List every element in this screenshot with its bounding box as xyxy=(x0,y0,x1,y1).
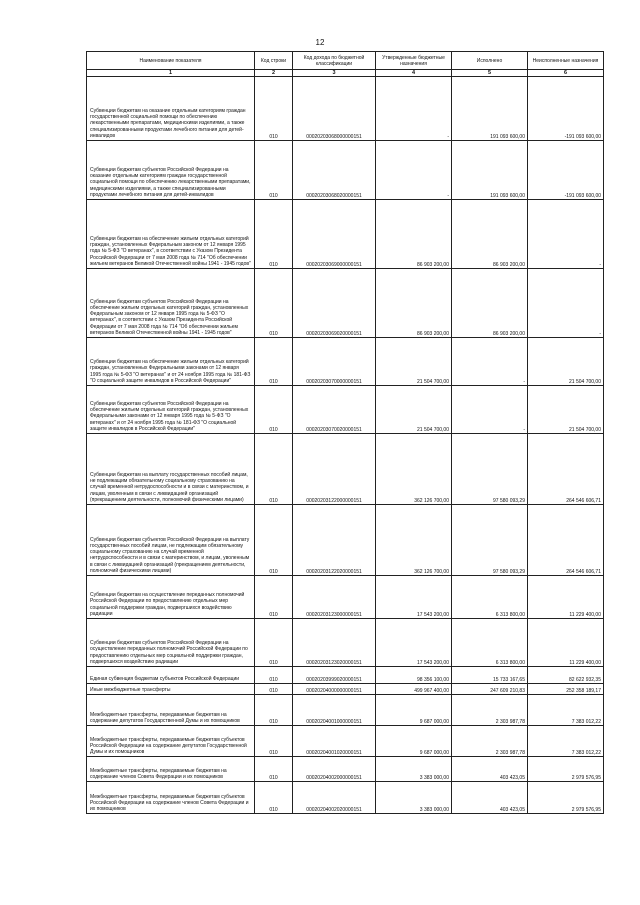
row-income-code: 00020203070020000151 xyxy=(293,386,376,434)
row-executed: 97 580 093,29 xyxy=(452,505,528,576)
table-row xyxy=(87,434,604,505)
row-executed: 86 903 200,00 xyxy=(452,200,528,269)
row-line-code: 010 xyxy=(255,684,293,695)
row-line-code: 010 xyxy=(255,576,293,619)
row-income-code: 00020203122020000151 xyxy=(293,505,376,576)
table-row xyxy=(87,757,604,782)
row-name: Субвенции бюджетам субъектов Российской Федерации на обеспечение жильем отдельных категорий граждан, установленных Федеральным законом от 12 января 1995 года № 5-ФЗ "О ветеранах", в соответствии с Указом Президента Российской Федерации от 7 мая 2008 года № 714 "Об обеспечении жильем ветеранов Великой Отечественной войны 1941 - 1945 годов" xyxy=(87,269,255,338)
row-name: Субвенции бюджетам на обеспечение жильем отдельных категорий граждан, установленных Федеральным законом от 12 января 1995 года № 5-ФЗ "О ветеранах", в соответствии с Указом Президента Российской Федерации от 7 мая 2008 года № 714 "Об обеспечении жильем ветеранов Великой Отечественной войны 1941 - 1945 годов" xyxy=(87,200,255,269)
row-approved: 9 687 000,00 xyxy=(376,726,452,757)
table-row xyxy=(87,77,604,141)
row-line-code: 010 xyxy=(255,77,293,141)
row-line-code: 010 xyxy=(255,338,293,386)
column-number: 2 xyxy=(255,70,293,77)
column-number: 5 xyxy=(452,70,528,77)
row-approved: 98 356 100,00 xyxy=(376,667,452,684)
column-number: 4 xyxy=(376,70,452,77)
table-row xyxy=(87,338,604,386)
row-unexecuted: - xyxy=(528,200,604,269)
row-line-code: 010 xyxy=(255,695,293,726)
header-income-code: Код дохода по бюджетной классификации xyxy=(293,52,376,70)
table-body xyxy=(87,77,604,814)
row-line-code: 010 xyxy=(255,726,293,757)
column-number-row xyxy=(87,70,604,77)
row-name: Межбюджетные трансферты, передаваемые бюджетам на содержание членов Совета Федерации и их помощников xyxy=(87,757,255,782)
column-number: 1 xyxy=(87,70,255,77)
row-line-code: 010 xyxy=(255,757,293,782)
row-approved: 17 543 200,00 xyxy=(376,576,452,619)
table-row xyxy=(87,141,604,200)
row-approved: 21 504 700,00 xyxy=(376,386,452,434)
row-name: Субвенции бюджетам на обеспечение жильем отдельных категорий граждан, установленных Федеральными законами от 12 января 1995 года № 5-ФЗ "О ветеранах" и от 24 ноября 1995 года № 181-ФЗ "О социальной защите инвалидов в Российской Федерации" xyxy=(87,338,255,386)
row-executed: 2 303 987,78 xyxy=(452,695,528,726)
table-row xyxy=(87,576,604,619)
row-approved: 499 967 400,00 xyxy=(376,684,452,695)
row-income-code: 00020203123000000151 xyxy=(293,576,376,619)
row-income-code: 00020204001020000151 xyxy=(293,726,376,757)
row-unexecuted: 21 504 700,00 xyxy=(528,386,604,434)
row-executed: 403 423,05 xyxy=(452,782,528,814)
row-line-code: 010 xyxy=(255,386,293,434)
row-unexecuted: 7 383 012,22 xyxy=(528,695,604,726)
row-income-code: 00020203123020000151 xyxy=(293,619,376,667)
row-executed: 6 313 800,00 xyxy=(452,576,528,619)
row-unexecuted: -191 093 600,00 xyxy=(528,77,604,141)
row-executed: 191 093 600,00 xyxy=(452,141,528,200)
row-approved: 21 504 700,00 xyxy=(376,338,452,386)
row-line-code: 010 xyxy=(255,200,293,269)
row-name: Межбюджетные трансферты, передаваемые бюджетам субъектов Российской Федерации на содержание членов Совета Федерации и их помощников xyxy=(87,782,255,814)
row-line-code: 010 xyxy=(255,141,293,200)
row-executed: 403 423,05 xyxy=(452,757,528,782)
row-approved: 3 383 000,00 xyxy=(376,782,452,814)
row-approved: 9 687 000,00 xyxy=(376,695,452,726)
row-unexecuted: 21 504 700,00 xyxy=(528,338,604,386)
header-indicator-name: Наименование показателя xyxy=(87,52,255,70)
row-unexecuted: 252 358 189,17 xyxy=(528,684,604,695)
header-approved: Утвержденные бюджетные назначения xyxy=(376,52,452,70)
row-executed: - xyxy=(452,338,528,386)
row-income-code: 00020204000000000151 xyxy=(293,684,376,695)
row-income-code: 00020203068000000151 xyxy=(293,77,376,141)
row-name: Субвенции бюджетам субъектов Российской Федерации на осуществление переданных полномочий Российской Федерации по предоставлению отдельных мер социальной поддержки граждан, подвергшихся воздействию радиации xyxy=(87,619,255,667)
row-executed: 247 609 210,83 xyxy=(452,684,528,695)
row-income-code: 00020204002000000151 xyxy=(293,757,376,782)
table-row xyxy=(87,269,604,338)
row-unexecuted: 264 546 606,71 xyxy=(528,505,604,576)
row-unexecuted: 2 979 576,95 xyxy=(528,757,604,782)
row-name: Субвенции бюджетам субъектов Российской Федерации на выплату государственных пособий лицам, не подлежащим обязательному социальному страхованию на случай временной нетрудоспособности и в связи с материнством, и лицам, уволенным в связи с ликвидацией организаций (прекращением деятельности, полномочий физическими лицами) xyxy=(87,505,255,576)
row-name: Субвенции бюджетам на оказание отдельным категориям граждан государственной социальной помощи по обеспечению лекарственными препаратами, медицинскими изделиями, а также специализированными продуктами лечебного питания для детей-инвалидов xyxy=(87,77,255,141)
row-name: Межбюджетные трансферты, передаваемые бюджетам субъектов Российской Федерации на содержание депутатов Государственной Думы и их помощников xyxy=(87,726,255,757)
row-executed: 97 580 093,29 xyxy=(452,434,528,505)
row-executed: 15 733 167,65 xyxy=(452,667,528,684)
row-executed: 2 303 987,78 xyxy=(452,726,528,757)
row-name: Единая субвенция бюджетам субъектов Российской Федерации xyxy=(87,667,255,684)
table-row xyxy=(87,667,604,684)
page-number: 12 xyxy=(315,38,325,47)
column-number: 6 xyxy=(528,70,604,77)
row-approved: 3 383 000,00 xyxy=(376,757,452,782)
row-line-code: 010 xyxy=(255,505,293,576)
row-unexecuted: 264 546 606,71 xyxy=(528,434,604,505)
table-row xyxy=(87,386,604,434)
row-executed: 86 903 200,00 xyxy=(452,269,528,338)
table-row xyxy=(87,505,604,576)
row-income-code: 00020204001000000151 xyxy=(293,695,376,726)
row-approved: 362 126 700,00 xyxy=(376,434,452,505)
table-row xyxy=(87,684,604,695)
row-unexecuted: 7 383 012,22 xyxy=(528,726,604,757)
row-executed: 6 313 800,00 xyxy=(452,619,528,667)
row-unexecuted: - xyxy=(528,269,604,338)
row-unexecuted: 82 622 932,35 xyxy=(528,667,604,684)
row-name: Субвенции бюджетам на осуществление переданных полномочий Российской Федерации по предоставлению отдельных мер социальной поддержки граждан, подвергшихся воздействию радиации xyxy=(87,576,255,619)
header-unexecuted: Неисполненные назначения xyxy=(528,52,604,70)
row-approved: - xyxy=(376,141,452,200)
header-row xyxy=(87,52,604,70)
table-row xyxy=(87,726,604,757)
row-unexecuted: -191 093 600,00 xyxy=(528,141,604,200)
row-executed: 191 093 600,00 xyxy=(452,77,528,141)
row-income-code: 00020203069000000151 xyxy=(293,200,376,269)
row-line-code: 010 xyxy=(255,619,293,667)
row-unexecuted: 2 979 576,95 xyxy=(528,782,604,814)
row-name: Субвенции бюджетам субъектов Российской Федерации на обеспечение жильем отдельных категорий граждан, установленных Федеральными законами от 12 января 1995 года № 5-ФЗ "О ветеранах" и от 24 ноября 1995 года № 181-ФЗ "О социальной защите инвалидов в Российской Федерации" xyxy=(87,386,255,434)
row-line-code: 010 xyxy=(255,782,293,814)
row-executed: - xyxy=(452,386,528,434)
row-income-code: 00020203122000000151 xyxy=(293,434,376,505)
table-row xyxy=(87,695,604,726)
table-row xyxy=(87,782,604,814)
budget-execution-table xyxy=(86,51,604,814)
row-name: Субвенции бюджетам на выплату государственных пособий лицам, не подлежащим обязательному социальному страхованию на случай временной нетрудоспособности и в связи с материнством, и лицам, уволенным в связи с ликвидацией организаций (прекращением деятельности, полномочий физическими лицами) xyxy=(87,434,255,505)
row-unexecuted: 11 229 400,00 xyxy=(528,576,604,619)
row-approved: 86 903 200,00 xyxy=(376,269,452,338)
row-name: Иные межбюджетные трансферты xyxy=(87,684,255,695)
row-line-code: 010 xyxy=(255,667,293,684)
row-approved: - xyxy=(376,77,452,141)
header-line-code: Код строки xyxy=(255,52,293,70)
row-income-code: 00020203070000000151 xyxy=(293,338,376,386)
header-executed: Исполнено xyxy=(452,52,528,70)
table-row xyxy=(87,200,604,269)
table-row xyxy=(87,619,604,667)
row-line-code: 010 xyxy=(255,434,293,505)
row-income-code: 00020203999020000151 xyxy=(293,667,376,684)
row-name: Межбюджетные трансферты, передаваемые бюджетам на содержание депутатов Государственной Думы и их помощников xyxy=(87,695,255,726)
row-income-code: 00020203069020000151 xyxy=(293,269,376,338)
row-income-code: 00020203068020000151 xyxy=(293,141,376,200)
row-unexecuted: 11 229 400,00 xyxy=(528,619,604,667)
row-line-code: 010 xyxy=(255,269,293,338)
row-name: Субвенции бюджетам субъектов Российской Федерации на оказание отдельным категориям граждан государственной социальной помощи по обеспечению лекарственными препаратами, медицинскими изделиями, а также специализированными продуктами лечебного питания для детей-инвалидов xyxy=(87,141,255,200)
row-approved: 17 543 200,00 xyxy=(376,619,452,667)
column-number: 3 xyxy=(293,70,376,77)
row-approved: 362 126 700,00 xyxy=(376,505,452,576)
row-approved: 86 903 200,00 xyxy=(376,200,452,269)
row-income-code: 00020204002020000151 xyxy=(293,782,376,814)
